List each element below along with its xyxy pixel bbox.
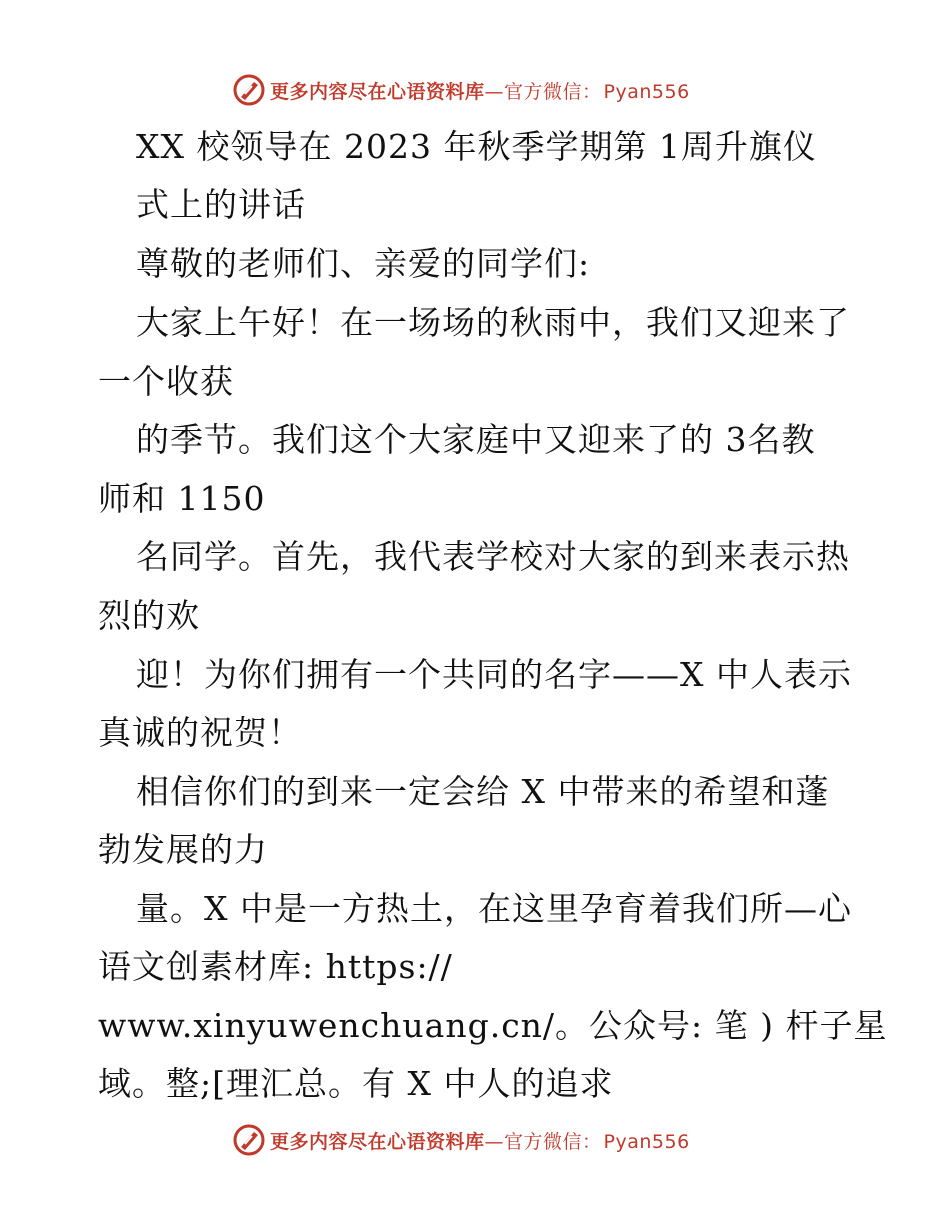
doc-title-line-1: XX 校领导在 2023 年秋季学期第 1周升旗仪 <box>136 127 817 166</box>
doc-title-line-2: 式上的讲话 <box>136 185 306 224</box>
doc-line: 名同学。首先，我代表学校对大家的到来表示热 <box>136 537 850 576</box>
doc-line: 大家上午好！在一场场的秋雨中，我们又迎来了 <box>136 303 850 342</box>
header-watermark-banner <box>232 70 712 110</box>
footer-watermark-banner <box>232 1120 712 1160</box>
banner-main-text: 更多内容尽在心语资料库 <box>270 1130 485 1153</box>
banner-separator: — <box>484 80 505 103</box>
banner-wechat-id: Pyan556 <box>603 80 690 103</box>
banner-wechat-id: Pyan556 <box>603 1130 690 1153</box>
banner-wechat-label: 官方微信： <box>504 1130 602 1153</box>
brand-logo-icon <box>232 73 266 107</box>
banner-text <box>270 1127 690 1154</box>
doc-line: 真诚的祝贺！ <box>98 713 302 752</box>
doc-line: 相信你们的到来一定会给 X 中带来的希望和蓬 <box>136 772 830 811</box>
doc-line: 烈的欢 <box>98 596 200 635</box>
doc-line: 的季节。我们这个大家庭中又迎来了的 3名教 <box>136 420 816 459</box>
doc-line: 尊敬的老师们、亲爱的同学们: <box>136 244 591 283</box>
banner-wechat-label: 官方微信： <box>504 80 602 103</box>
banner-text <box>270 77 690 104</box>
brand-logo-icon <box>232 1123 266 1157</box>
doc-line: 语文创素材库: https:// <box>98 947 453 986</box>
doc-line: 师和 1150 <box>98 479 266 518</box>
banner-main-text: 更多内容尽在心语资料库 <box>270 80 485 103</box>
banner-separator: — <box>484 1130 505 1153</box>
doc-line: 勃发展的力 <box>98 830 268 869</box>
doc-line: 迎！为你们拥有一个共同的名字——X 中人表示 <box>136 655 852 694</box>
doc-line: www.xinyuwenchuang.cn/。公众号: 笔 ) 杆子星 <box>98 1006 888 1045</box>
doc-line: 域。整;[理汇总。有 X 中人的追求 <box>98 1064 614 1103</box>
doc-line: 量。X 中是一方热土，在这里孕育着我们所—心 <box>136 889 852 928</box>
doc-line: 一个收获 <box>98 362 234 401</box>
